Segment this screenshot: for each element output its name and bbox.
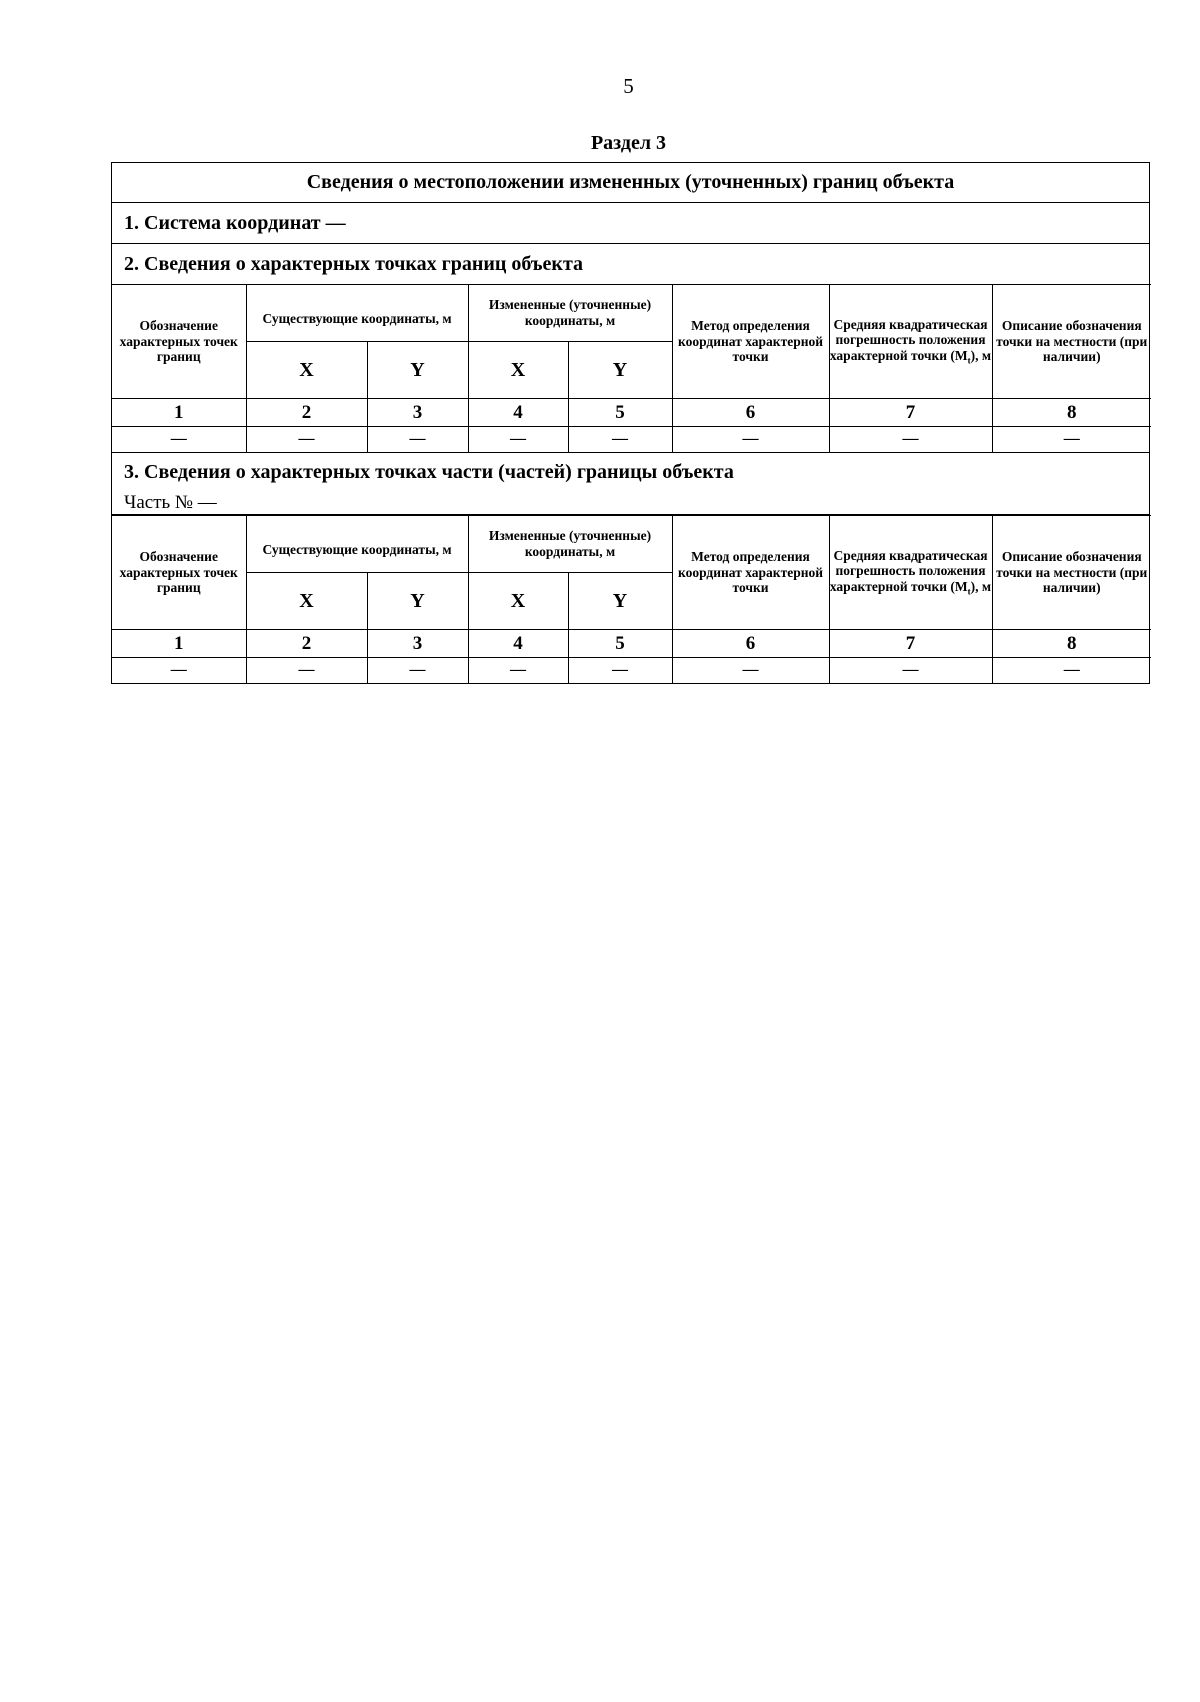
boundary-info-block [111, 162, 1150, 453]
header-mean-error: Средняя квадратическая погрешность положения характерной точки $(M_t)$, м [829, 516, 992, 630]
header-changed-x: X [468, 342, 568, 399]
column-number: 7 [829, 630, 992, 658]
header-changed-y: Y [568, 573, 672, 630]
header-existing-coords: Существующие координаты, м [246, 516, 468, 573]
column-number: 7 [829, 399, 992, 427]
page-number: 5 [623, 74, 634, 98]
part-boundary-block [111, 452, 1150, 684]
column-number: 4 [468, 630, 568, 658]
points-table [112, 284, 1151, 452]
header-existing-x: X [246, 342, 367, 399]
header-changed-coords: Измененные (уточненные) координаты, м [468, 285, 672, 342]
header-changed-x: X [468, 573, 568, 630]
column-number: 8 [992, 630, 1151, 658]
column-number: 2 [246, 399, 367, 427]
header-designation: Обозначение характерных точек границ [112, 516, 246, 630]
column-number: 1 [112, 399, 246, 427]
column-number-row [112, 630, 1151, 658]
cell-value: — [112, 427, 246, 452]
part-points-table [112, 515, 1151, 683]
header-designation: Обозначение характерных точек границ [112, 285, 246, 399]
cell-value: — [246, 658, 367, 683]
column-number: 8 [992, 399, 1151, 427]
column-number: 6 [672, 630, 829, 658]
column-number: 5 [568, 630, 672, 658]
column-number-row [112, 399, 1151, 427]
cell-value: — [829, 658, 992, 683]
header-existing-y: Y [367, 342, 468, 399]
cell-value: — [367, 427, 468, 452]
cell-value: — [468, 658, 568, 683]
cell-value: — [246, 427, 367, 452]
header-method: Метод определения координат характерной точки [672, 516, 829, 630]
section-title: Раздел 3 [590, 132, 667, 154]
column-number: 6 [672, 399, 829, 427]
column-number: 5 [568, 399, 672, 427]
header-description: Описание обозначения точки на местности (при наличии) [992, 516, 1151, 630]
header-changed-y: Y [568, 342, 672, 399]
cell-value: — [992, 427, 1151, 452]
header-description: Описание обозначения точки на местности (при наличии) [992, 285, 1151, 399]
header-changed-coords: Измененные (уточненные) координаты, м [468, 516, 672, 573]
block-caption: Сведения о местоположении измененных (уточненных) границ объекта [112, 163, 1149, 203]
part-number-label: Часть № — [112, 491, 1149, 515]
cell-value: — [568, 427, 672, 452]
table-row [112, 427, 1151, 452]
column-number: 3 [367, 399, 468, 427]
header-existing-y: Y [367, 573, 468, 630]
cell-value: — [468, 427, 568, 452]
cell-value: — [367, 658, 468, 683]
cell-value: — [112, 658, 246, 683]
header-method: Метод определения координат характерной точки [672, 285, 829, 399]
points-heading: 2. Сведения о характерных точках границ объекта [124, 252, 584, 275]
cell-value: — [672, 658, 829, 683]
column-number: 3 [367, 630, 468, 658]
table-row [112, 658, 1151, 683]
cell-value: — [992, 658, 1151, 683]
header-existing-coords: Существующие координаты, м [246, 285, 468, 342]
coordinate-system-heading: 1. Система координат — [112, 203, 1149, 244]
part-points-heading: 3. Сведения о характерных точках части (частей) границы объекта [124, 460, 734, 483]
header-mean-error: Средняя квадратическая погрешность положения характерной точки $(M_t)$, м [829, 285, 992, 399]
column-number: 2 [246, 630, 367, 658]
cell-value: — [568, 658, 672, 683]
cell-value: — [672, 427, 829, 452]
column-number: 1 [112, 630, 246, 658]
header-existing-x: X [246, 573, 367, 630]
cell-value: — [829, 427, 992, 452]
column-number: 4 [468, 399, 568, 427]
